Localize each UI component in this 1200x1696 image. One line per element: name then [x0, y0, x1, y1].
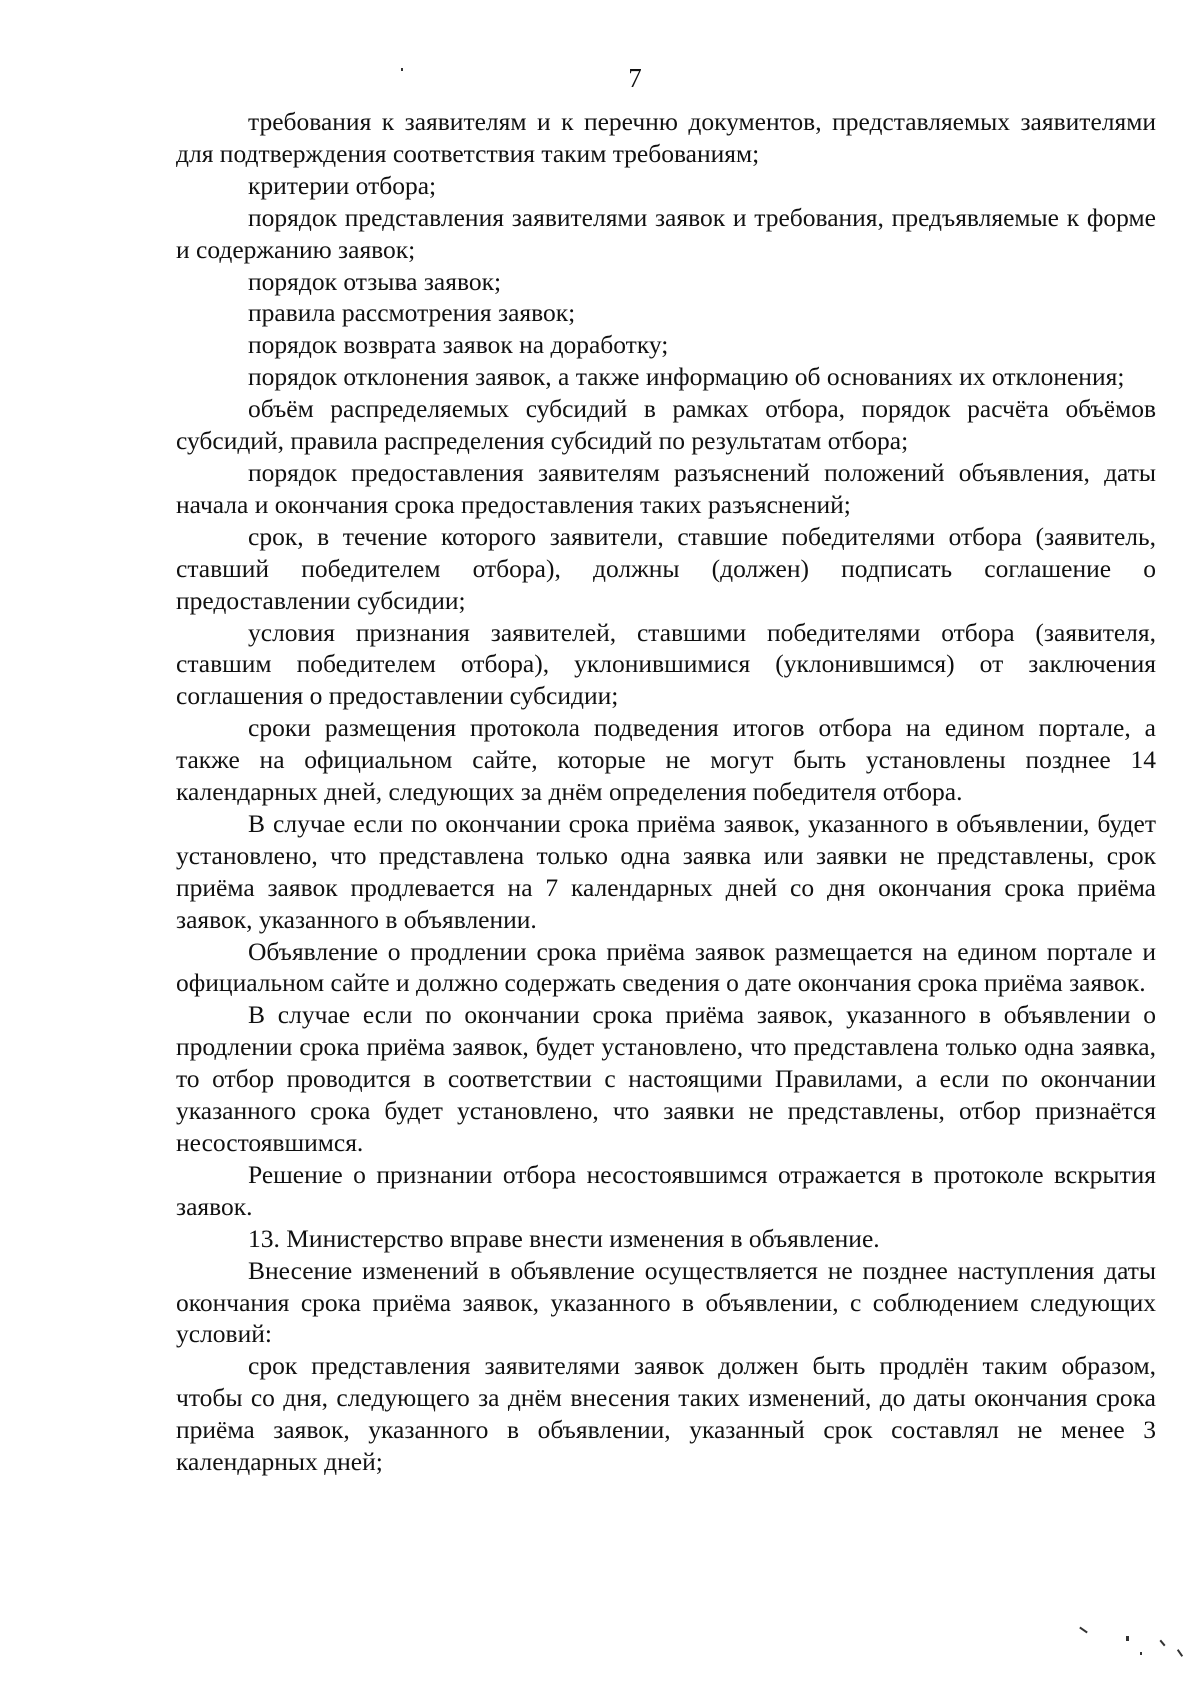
scan-speck: [401, 68, 403, 71]
scan-speck: [1177, 1649, 1183, 1657]
paragraph-signing-deadline: срок, в течение которого заявители, ставшие победителями отбора (заявитель, ставший победителем отбора), должны (должен) подписать соглашение о предоставлении субсидии;: [176, 521, 1156, 615]
paragraph-failed-selection-decision: Решение о признании отбора несостоявшимся отражается в протоколе вскрытия заявок.: [176, 1159, 1156, 1221]
paragraph-extension-case: В случае если по окончании срока приёма заявок, указанного в объявлении, будет установлено, что представлена только одна заявка или заявки не представлены, срок приёма заявок продлевается на 7 календарных дней со дня окончания срока приёма заявок, указанного в объявлении.: [176, 808, 1156, 934]
paragraph-submission-procedure: порядок представления заявителями заявок и требования, предъявляемые к форме и содержанию заявок;: [176, 202, 1156, 264]
paragraph-section-13-heading: 13. Министерство вправе внести изменения в объявление.: [248, 1223, 880, 1253]
paragraph-amendment-conditions: Внесение изменений в объявление осуществляется не позднее наступления даты окончания срока приёма заявок, указанного в объявлении, с соблюдением следующих условий:: [176, 1255, 1156, 1349]
paragraph-review-rules: правила рассмотрения заявок;: [248, 298, 576, 328]
document-body: [176, 106, 1156, 1478]
paragraph-applicant-requirements: требования к заявителям и к перечню документов, представляемых заявителями для подтверждения соответствия таким требованиям;: [176, 107, 1156, 168]
paragraph-after-extension: В случае если по окончании срока приёма заявок, указанного в объявлении о продлении срока приёма заявок, будет установлено, что представлена только одна заявка, то отбор проводится в соответствии с настоящими Правилами, а если по окончании указанного срока будет установлено, что заявки не представлены, отбор признаётся несостоявшимся.: [176, 1000, 1156, 1157]
paragraph-protocol-deadlines: сроки размещения протокола подведения итогов отбора на едином портале, а также на официальном сайте, которые не могут быть установлены позднее 14 календарных дней, следующих за днём определения победителя отбора.: [176, 713, 1156, 807]
scan-speck: [1159, 1640, 1165, 1647]
scan-speck: [1126, 1636, 1129, 1641]
paragraph-rejection-procedure: порядок отклонения заявок, а также информацию об основаниях их отклонения;: [248, 362, 1125, 392]
paragraph-return-procedure: порядок возврата заявок на доработку;: [248, 330, 669, 360]
paragraph-deadline-extension: срок представления заявителями заявок должен быть продлён таким образом, чтобы со дня, следующего за днём внесения таких изменений, до даты окончания срока приёма заявок, указанного в объявлении, указанный срок составлял не менее 3 календарных дней;: [176, 1351, 1156, 1477]
scan-speck: [1140, 1652, 1142, 1655]
page-number: 7: [628, 63, 642, 93]
paragraph-selection-criteria: критерии отбора;: [248, 170, 437, 200]
paragraph-subsidy-volume: объём распределяемых субсидий в рамках отбора, порядок расчёта объёмов субсидий, правила распределения субсидий по результатам отбора;: [176, 394, 1156, 456]
paragraph-extension-announcement: Объявление о продлении срока приёма заявок размещается на едином портале и официальном сайте и должно содержать сведения о дате окончания срока приёма заявок.: [176, 936, 1156, 998]
paragraph-withdrawal-procedure: порядок отзыва заявок;: [248, 266, 502, 296]
paragraph-evasion-conditions: условия признания заявителей, ставшими победителями отбора (заявителя, ставшим победителем отбора), уклонившимися (уклонившимся) от заключения соглашения о предоставлении субсидии;: [176, 617, 1156, 711]
scan-speck: [1079, 1627, 1088, 1634]
paragraph-clarifications: порядок предоставления заявителям разъяснений положений объявления, даты начала и окончания срока предоставления таких разъяснений;: [176, 457, 1156, 519]
